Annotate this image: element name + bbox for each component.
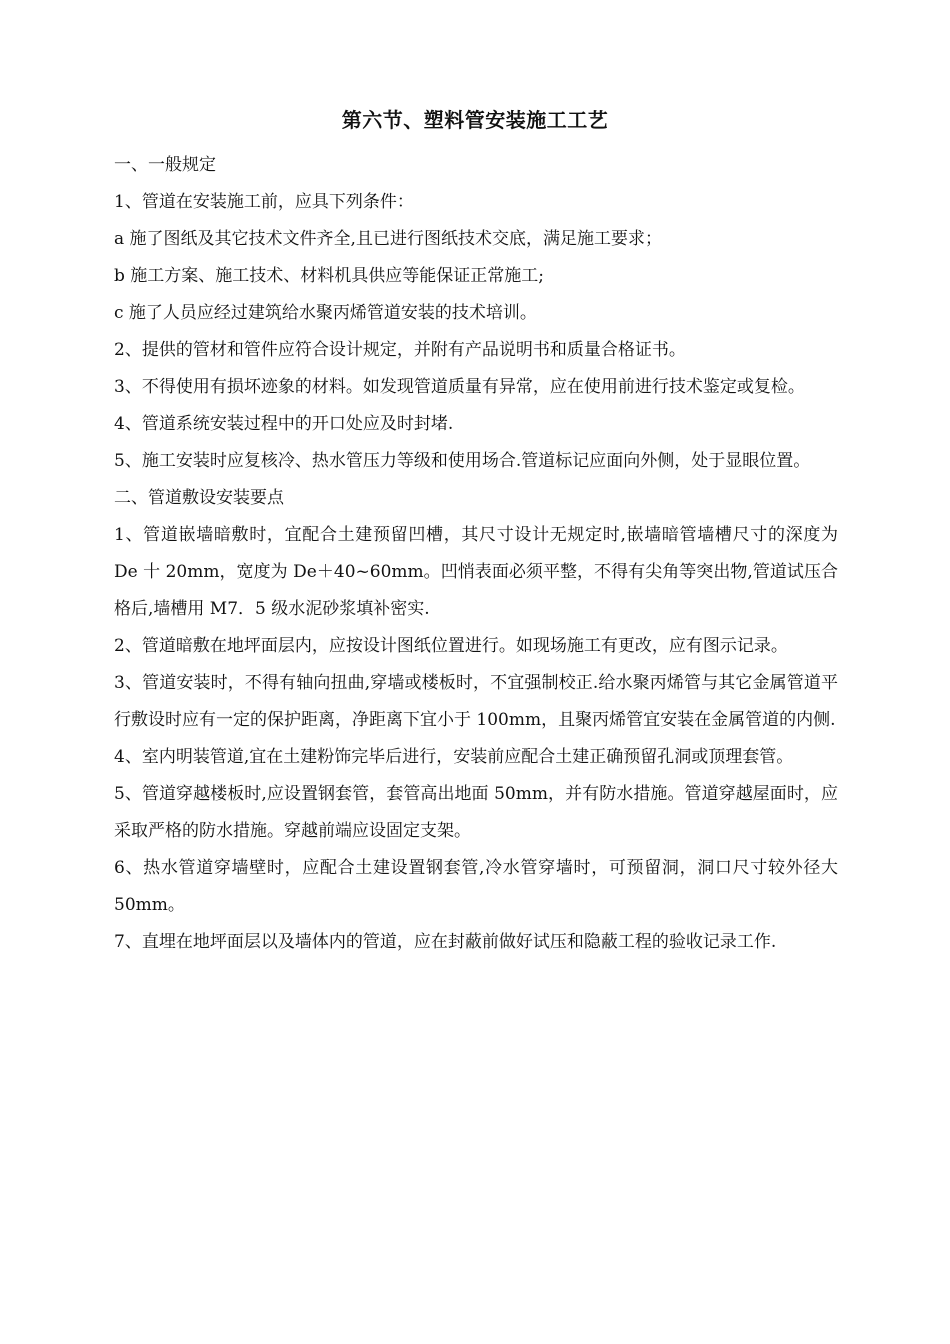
paragraph: a 施了图纸及其它技术文件齐全,且已进行图纸技术交底，满足施工要求；	[114, 229, 662, 249]
paragraph: 5、管道穿越楼板时,应设置钢套管，套管高出地面 50mm，并有防水措施。管道穿越屋面时，应采取严格的防水措施。穿越前端应设固定支架。	[114, 784, 838, 841]
paragraph: c 施了人员应经过建筑给水聚丙烯管道安装的技术培训。	[114, 303, 537, 323]
section-heading-installation: 二、管道敷设安装要点	[114, 488, 284, 508]
paragraph: 1、管道嵌墙暗敷时，宜配合土建预留凹槽，其尺寸设计无规定时,嵌墙暗管墙槽尺寸的深度为 De 十 20mm，宽度为 De＋40~60mm。凹悄表面必须平整，不得有尖角等突出物,管道试压合格后,墙槽用 M7．5 级水泥砂浆填补密实.	[114, 525, 838, 619]
page-title: 第六节、塑料管安装施工工艺	[341, 108, 609, 132]
paragraph: 1、管道在安装施工前，应具下列条件：	[114, 192, 414, 212]
paragraph: 2、管道暗敷在地坪面层内，应按设计图纸位置进行。如现场施工有更改，应有图示记录。	[114, 636, 788, 656]
paragraph: b 施工方案、施工技术、材料机具供应等能保证正常施工;	[114, 266, 545, 286]
paragraph: 6、热水管道穿墙壁时，应配合土建设置钢套管,冷水管穿墙时，可预留洞，洞口尺寸较外径大 50mm。	[114, 858, 838, 915]
document-body	[114, 147, 838, 961]
paragraph: 5、施工安装时应复核冷、热水管压力等级和使用场合.管道标记应面向外侧，处于显眼位置。	[114, 451, 811, 471]
paragraph: 7、直埋在地坪面层以及墙体内的管道，应在封蔽前做好试压和隐蔽工程的验收记录工作.	[114, 932, 777, 952]
paragraph: 4、管道系统安装过程中的开口处应及时封堵.	[114, 414, 454, 434]
paragraph: 3、管道安装时，不得有轴向扭曲,穿墙或楼板时，不宜强制校正.给水聚丙烯管与其它金属管道平行敷设时应有一定的保护距离，净距离下宜小于 100mm，且聚丙烯管宜安装在金属管道的内侧.	[114, 673, 838, 730]
paragraph: 3、不得使用有损坏迹象的材料。如发现管道质量有异常，应在使用前进行技术鉴定或复检。	[114, 377, 805, 397]
paragraph: 2、提供的管材和管件应符合设计规定，并附有产品说明书和质量合格证书。	[114, 340, 686, 360]
paragraph: 4、室内明装管道,宜在土建粉饰完毕后进行，安装前应配合土建正确预留孔洞或顶理套管。	[114, 747, 794, 767]
section-heading-general: 一、一般规定	[114, 155, 216, 175]
